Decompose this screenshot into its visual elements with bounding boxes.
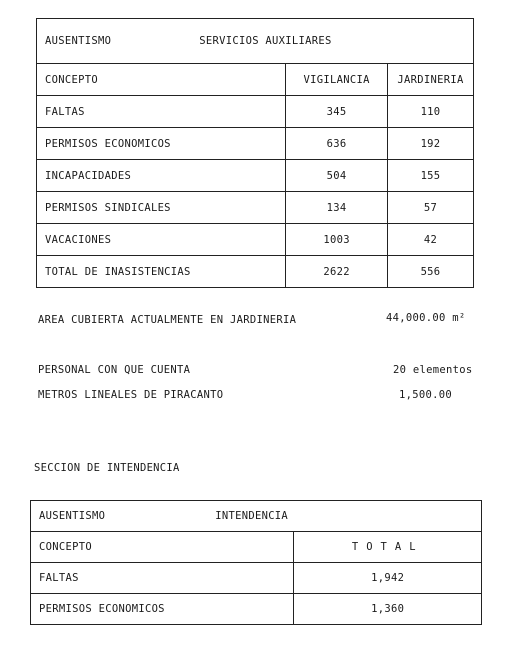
jardineria-value: 192 xyxy=(388,128,474,160)
table-row xyxy=(37,160,474,192)
row-label: FALTAS xyxy=(31,563,294,594)
vigilancia-value: 134 xyxy=(286,192,388,224)
table-row xyxy=(37,128,474,160)
table-title-cell xyxy=(37,19,474,64)
column-header: VIGILANCIA xyxy=(286,64,388,96)
metros-label: METROS LINEALES DE PIRACANTO xyxy=(38,389,224,401)
column-header-row xyxy=(31,532,482,563)
total-value: 1,360 xyxy=(294,594,482,625)
jardineria-value: 110 xyxy=(388,96,474,128)
table-row xyxy=(37,96,474,128)
servicios-auxiliares-table xyxy=(36,18,474,288)
row-label: VACACIONES xyxy=(37,224,286,256)
table-title-cell xyxy=(31,501,482,532)
column-header: CONCEPTO xyxy=(37,64,286,96)
ausentismo-label: AUSENTISMO xyxy=(39,510,106,522)
table-title-row xyxy=(37,19,474,64)
row-label: TOTAL DE INASISTENCIAS xyxy=(37,256,286,288)
table-row xyxy=(37,224,474,256)
jardineria-value: 42 xyxy=(388,224,474,256)
column-header: TOTAL xyxy=(294,532,482,563)
servicios-auxiliares-label: SERVICIOS AUXILIARES xyxy=(199,35,332,47)
column-header: CONCEPTO xyxy=(31,532,294,563)
column-header-row xyxy=(37,64,474,96)
vigilancia-value: 504 xyxy=(286,160,388,192)
total-row xyxy=(37,256,474,288)
personal-label: PERSONAL CON QUE CUENTA xyxy=(38,364,191,376)
row-label: PERMISOS SINDICALES xyxy=(37,192,286,224)
table-row xyxy=(37,192,474,224)
jardineria-value: 57 xyxy=(388,192,474,224)
row-label: PERMISOS ECONOMICOS xyxy=(37,128,286,160)
table-row xyxy=(31,563,482,594)
intendencia-label: INTENDENCIA xyxy=(215,510,289,522)
ausentismo-label: AUSENTISMO xyxy=(45,35,112,47)
jardineria-value: 155 xyxy=(388,160,474,192)
vigilancia-value: 345 xyxy=(286,96,388,128)
metros-value: 1,500.00 xyxy=(399,389,452,401)
vigilancia-value: 636 xyxy=(286,128,388,160)
intendencia-table xyxy=(30,500,482,625)
table-row xyxy=(31,594,482,625)
vigilancia-value: 1003 xyxy=(286,224,388,256)
table-title-row xyxy=(31,501,482,532)
vigilancia-value: 2622 xyxy=(286,256,388,288)
column-header: JARDINERIA xyxy=(388,64,474,96)
jardineria-value: 556 xyxy=(388,256,474,288)
personal-value: 20 elementos xyxy=(393,364,473,376)
total-value: 1,942 xyxy=(294,563,482,594)
area-label: AREA CUBIERTA ACTUALMENTE EN JARDINERIA xyxy=(38,314,297,326)
area-value: 44,000.00 m² xyxy=(386,312,466,324)
section-heading: SECCION DE INTENDENCIA xyxy=(34,462,180,474)
row-label: PERMISOS ECONOMICOS xyxy=(31,594,294,625)
row-label: INCAPACIDADES xyxy=(37,160,286,192)
row-label: FALTAS xyxy=(37,96,286,128)
